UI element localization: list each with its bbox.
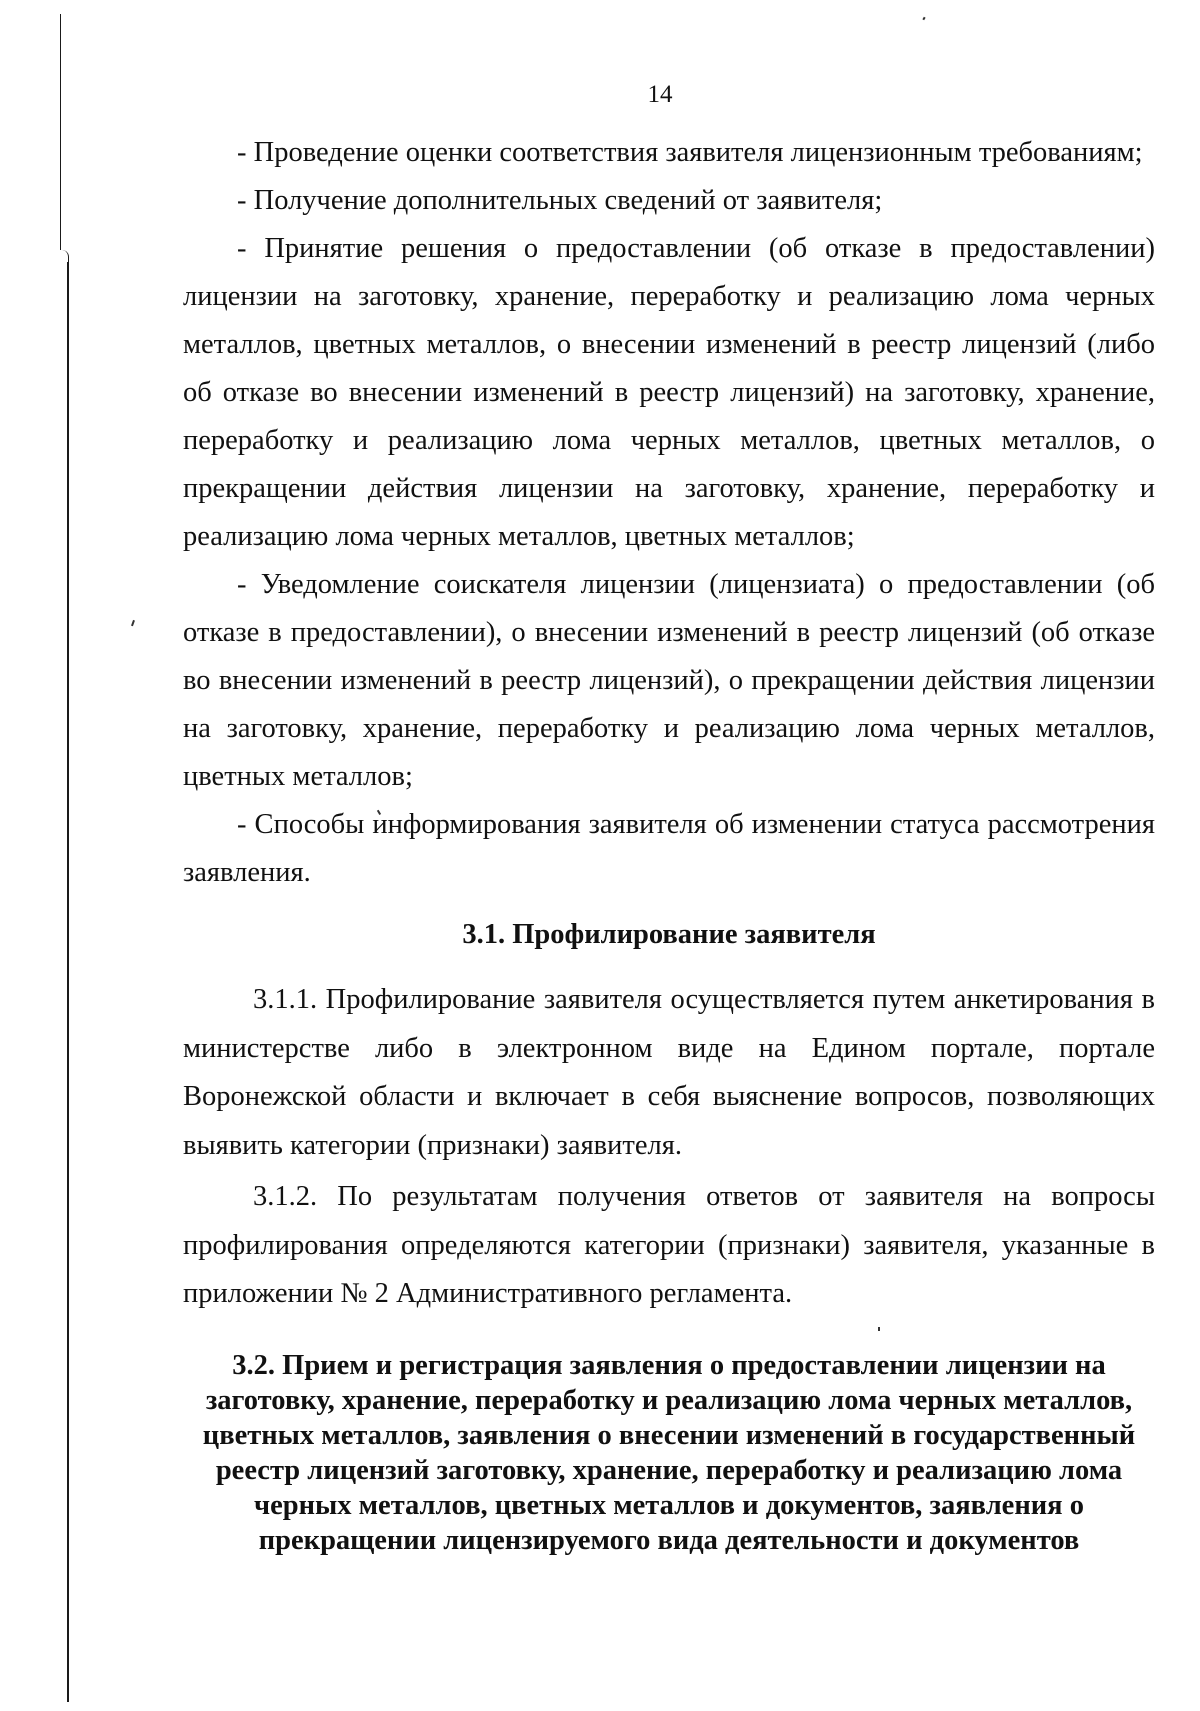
scan-speck bbox=[878, 1327, 880, 1331]
list-item-assessment: - Проведение оценки соответствия заявителя лицензионным требованиям; bbox=[237, 137, 1143, 168]
list-item-decision: - Принятие решения о предоставлении (об отказе в предоставлении) лицензии на заготовку, хранение, переработку и реализацию лома черных металлов, цветных металлов, о внесении изменений в реестр лицензий (либо об отказе во внесении изменений в реестр лицензий) на заготовку, хранение, переработку и реализацию лома черных металлов, цветных металлов, о прекращении действия лицензии на заготовку, хранение, переработку и реализацию лома черных металлов, цветных металлов; bbox=[183, 233, 1155, 552]
section-heading-3-1: 3.1. Профилирование заявителя bbox=[462, 919, 876, 950]
scan-margin-line bbox=[60, 14, 61, 250]
list-block bbox=[183, 129, 1155, 897]
scan-margin-line-lower bbox=[67, 262, 69, 1702]
section-heading-3-2: 3.2. Прием и регистрация заявления о предоставлении лицензии на заготовку, хранение, переработку и реализацию лома черных металлов, цветных металлов, заявления о внесении изменений в государственный реестр лицензий заготовку, хранение, переработку и реализацию лома черных металлов, цветных металлов и документов, заявления о прекращении лицензируемого вида деятельности и документов bbox=[202, 1350, 1136, 1556]
list-item-additional-info: - Получение дополнительных сведений от заявителя; bbox=[237, 185, 883, 216]
list-item-notification: - Уведомление соискателя лицензии (лицензиата) о предоставлении (об отказе в предоставлении), о внесении изменений в реестр лицензий (об отказе во внесении изменений в реестр лицензий), о прекращении действия лицензии на заготовку, хранение, переработку и реализацию лома черных металлов, цветных металлов; bbox=[183, 569, 1155, 792]
paragraph-3-1-2: 3.1.2. По результатам получения ответов от заявителя на вопросы профилирования определяются категории (признаки) заявителя, указанные в приложении № 2 Административного регламента. bbox=[183, 1181, 1155, 1309]
paragraph-3-1-1: 3.1.1. Профилирование заявителя осуществляется путем анкетирования в министерстве либо в электронном виде на Едином портале, портале Воронежской области и включает в себя выяснение вопросов, позволяющих выявить категории (признаки) заявителя. bbox=[183, 984, 1155, 1161]
section-3-1-body bbox=[183, 976, 1155, 1319]
scan-speck bbox=[922, 17, 925, 21]
page-number: 14 bbox=[647, 81, 673, 108]
list-item-informing-methods: - Способы информирования заявителя об изменении статуса рассмотрения заявления. bbox=[183, 809, 1155, 888]
scan-speck bbox=[131, 620, 134, 626]
